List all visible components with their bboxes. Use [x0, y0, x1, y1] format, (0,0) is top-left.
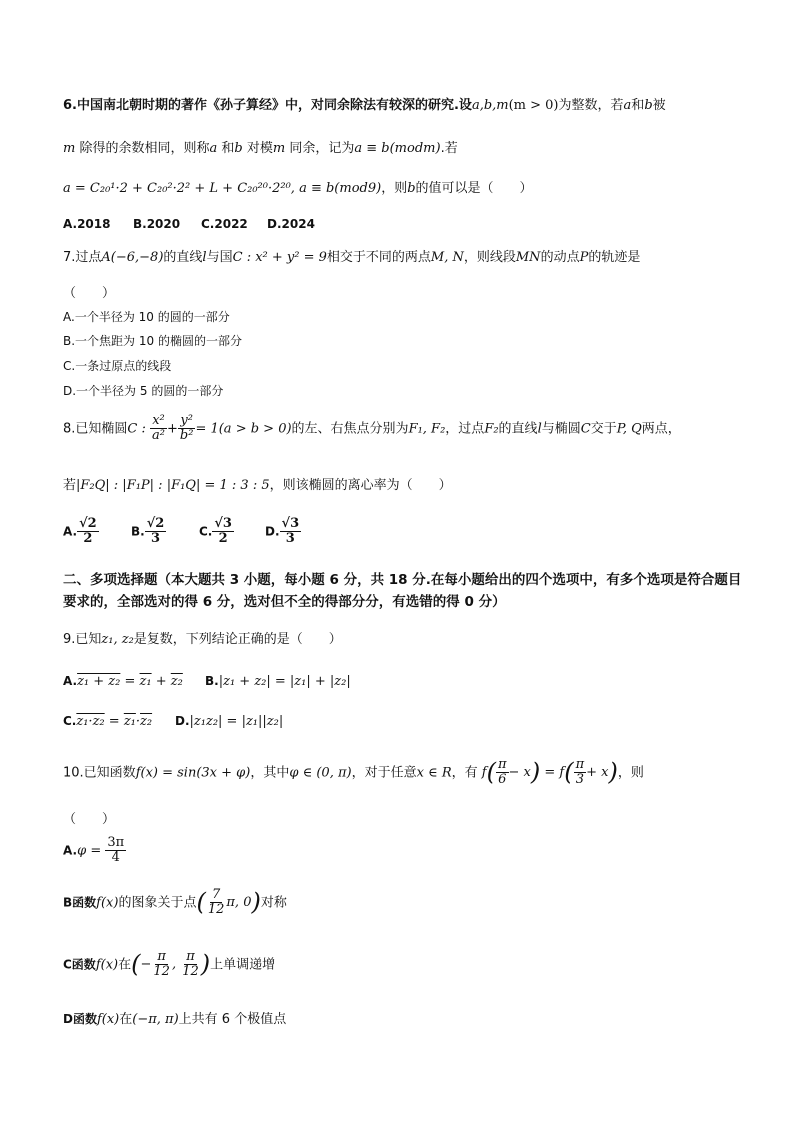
q9-option-c[interactable]: C.z₁·z₂ = z₁·z₂ — [63, 714, 153, 729]
q6-text: 被 — [652, 98, 666, 113]
section-heading: 二、多项选择题（本大题共 3 小题，每小题 6 分，共 18 分.在每小题给出的四个选项中，有多个选项是符合题目要求的，全部选对的得 6 分，选对但不全的得部分分，有选错的得 0 分） — [63, 572, 742, 610]
q7-option-c[interactable]: C.一条过原点的线段 — [63, 359, 172, 373]
q6-text: 对模 — [246, 141, 273, 156]
q10-option-d[interactable]: D函数f(x)在(−π, π)上共有 6 个极值点 — [63, 1012, 287, 1027]
q6-text: ，则 — [381, 181, 408, 196]
q9-text: 9.已知 — [63, 632, 102, 647]
q7-point: A(−6,−8) — [101, 250, 164, 265]
q7-line1 — [63, 250, 640, 266]
q8-line2 — [63, 478, 452, 494]
q8-options — [63, 517, 301, 547]
q6-option-a[interactable]: A.2018 — [63, 217, 111, 231]
q10-phi: φ ∈ (0, π) — [289, 765, 352, 781]
q7-text: 的动点 — [540, 250, 580, 265]
q10-option-a[interactable]: A.φ = $\frac{3\pi}{4}$ — [63, 835, 125, 866]
q9-vars: z₁, z₂ — [101, 632, 134, 647]
q8-text: ，过点 — [445, 421, 485, 437]
q10-text: ，有 — [451, 765, 478, 781]
q7-option-b[interactable]: B.一个焦距为 10 的椭圆的一部分 — [63, 334, 242, 348]
q7-text: 的轨迹是 — [588, 250, 641, 265]
q6-cond: (m > 0) — [508, 98, 559, 113]
q7-paren — [63, 286, 115, 302]
q10-function: f(x) = sin(3x + φ) — [135, 765, 251, 781]
q8-option-b[interactable]: B. $\frac{√2}{3}$ — [131, 516, 165, 547]
q8-cond: = 1(a > b > 0) — [195, 421, 292, 437]
q8-ellipse: C : — [127, 421, 146, 437]
q6-congruence: a ≡ b(modm) — [354, 141, 441, 156]
q8-text: ，则该椭圆的离心率为（ ） — [269, 478, 452, 493]
q8-text: 的左、右焦点分别为 — [291, 421, 409, 437]
q10-option-c[interactable]: C函数f(x)在(− $\frac{\pi}{12}$ , $\frac{\pi}{12}$ )上单调递增 — [63, 949, 276, 980]
q6-text: .若 — [440, 141, 458, 156]
q7-text: 7.过点 — [63, 250, 102, 265]
q8-line1: 8.已知椭圆C : $\frac{\text{x²}}{\text{a²}}$ + $\frac{\text{y²}}{\text{b²}}$ = 1(a > b > 0)的左、右焦点分别为F₁, F₂，过点F₂的直线l与椭圆C交于P, Q两点， — [63, 413, 681, 444]
q10-paren-text: （ ） — [63, 812, 116, 827]
q8-points: P, Q — [616, 421, 642, 437]
q9-stem — [63, 632, 342, 648]
q6-var-b: b — [644, 98, 653, 113]
q10-text: 10.已知函数 — [63, 765, 136, 781]
q6-text: 同余，记为 — [289, 141, 355, 156]
q6-option-d[interactable]: D.2024 — [267, 217, 315, 231]
q8-option-c[interactable]: C. $\frac{√3}{2}$ — [199, 516, 232, 547]
q6-option-b[interactable]: B.2020 — [133, 217, 181, 231]
q9-options-row1 — [63, 674, 351, 690]
q10-line1 — [63, 758, 644, 788]
q6-vars: a,b,m — [471, 98, 509, 113]
q8-option-d[interactable]: D. $\frac{√3}{3}$ — [265, 516, 300, 547]
q7-text: 的直线 — [163, 250, 203, 265]
q7-option-a[interactable]: A.一个半径为 10 的圆的一部分 — [63, 310, 230, 324]
q8-text: 的直线 — [498, 421, 538, 437]
q6-option-c[interactable]: C.2022 — [201, 217, 248, 231]
q7-segment: MN — [515, 250, 541, 265]
q10-text: ，对于任意 — [351, 765, 417, 781]
q9-option-d[interactable]: D.|z₁z₂| = |z₁||z₂| — [175, 714, 284, 729]
q10-text: ，则 — [617, 765, 644, 781]
q6-text: 和 — [631, 98, 645, 113]
q10-equation: f( $\frac{\pi}{6}$ − x) = f( $\frac{\pi}{3}$ + x) — [481, 757, 618, 788]
q7-text: ，则线段 — [463, 250, 516, 265]
q6-options — [63, 217, 315, 231]
q7-text: 相交于不同的两点 — [326, 250, 431, 265]
q8-option-a[interactable]: A. $\frac{√2}{2}$ — [63, 516, 97, 547]
q9-text: 是复数，下列结论正确的是（ ） — [133, 632, 342, 647]
q10-paren — [63, 812, 115, 828]
q8-text: 若 — [63, 478, 77, 493]
q7-line-l: l — [202, 250, 207, 265]
q8-text: 交于 — [590, 421, 617, 437]
q7-text: 与国 — [206, 250, 233, 265]
q6-line1 — [63, 98, 666, 114]
q8-ratio: |F₂Q| : |F₁P| : |F₁Q| = 1 : 3 : 5 — [76, 478, 270, 493]
q6-text: 除得的余数相同，则称 — [79, 141, 210, 156]
q6-line3: a = C₂₀¹·2 + C₂₀²·2² + L + C₂₀²⁰·2²⁰, a ≡ b(mod9)，则b的值可以是（ ） — [63, 181, 533, 196]
q6-formula: a = C₂₀¹·2 + C₂₀²·2² + L + C₂₀²⁰·2²⁰, a ≡ b(mod9) — [63, 181, 382, 196]
q8-frac-y: $\frac{\text{y²}}{\text{b²}}$ — [179, 413, 194, 444]
q9-options-row2 — [63, 714, 283, 730]
q8-text: 两点， — [641, 421, 681, 437]
q7-point-p: P — [579, 250, 589, 265]
q8-foci: F₁, F₂ — [408, 421, 446, 437]
q8-text: 与椭圆 — [541, 421, 581, 437]
q6-text: 和 — [221, 141, 235, 156]
q6-var-a: a — [623, 98, 632, 113]
q7-option-d[interactable]: D.一个半径为 5 的圆的一部分 — [63, 384, 224, 398]
q8-frac-x: $\frac{\text{x²}}{\text{a²}}$ — [152, 413, 165, 444]
q8-f2: F₂ — [484, 421, 499, 437]
q6-text: 为整数，若 — [558, 98, 624, 113]
q10-domain: x ∈ R — [416, 765, 452, 781]
q6-text: 的值可以是（ ） — [415, 181, 533, 196]
q10-option-b[interactable]: B函数f(x)的图象关于点( $\frac{7}{12}$ π, 0)对称 — [63, 887, 287, 918]
q8-text: 8.已知椭圆 — [63, 421, 128, 437]
q10-text: ，其中 — [250, 765, 290, 781]
q6-text: 6.中国南北朝时期的著作《孙子算经》中，对同余除法有较深的研究.设 — [63, 98, 472, 113]
q7-paren-text: （ ） — [63, 286, 116, 301]
q9-option-a[interactable]: A.z₁ + z₂ = z₁ + z₂ — [63, 674, 183, 689]
q6-line2: m 除得的余数相同，则称a 和b 对模m 同余，记为a ≡ b(modm).若 — [63, 141, 458, 156]
q7-points: M, N — [430, 250, 464, 265]
q9-option-b[interactable]: B.|z₁ + z₂| = |z₁| + |z₂| — [205, 674, 351, 689]
q7-circle: C : x² + y² = 9 — [232, 250, 327, 265]
